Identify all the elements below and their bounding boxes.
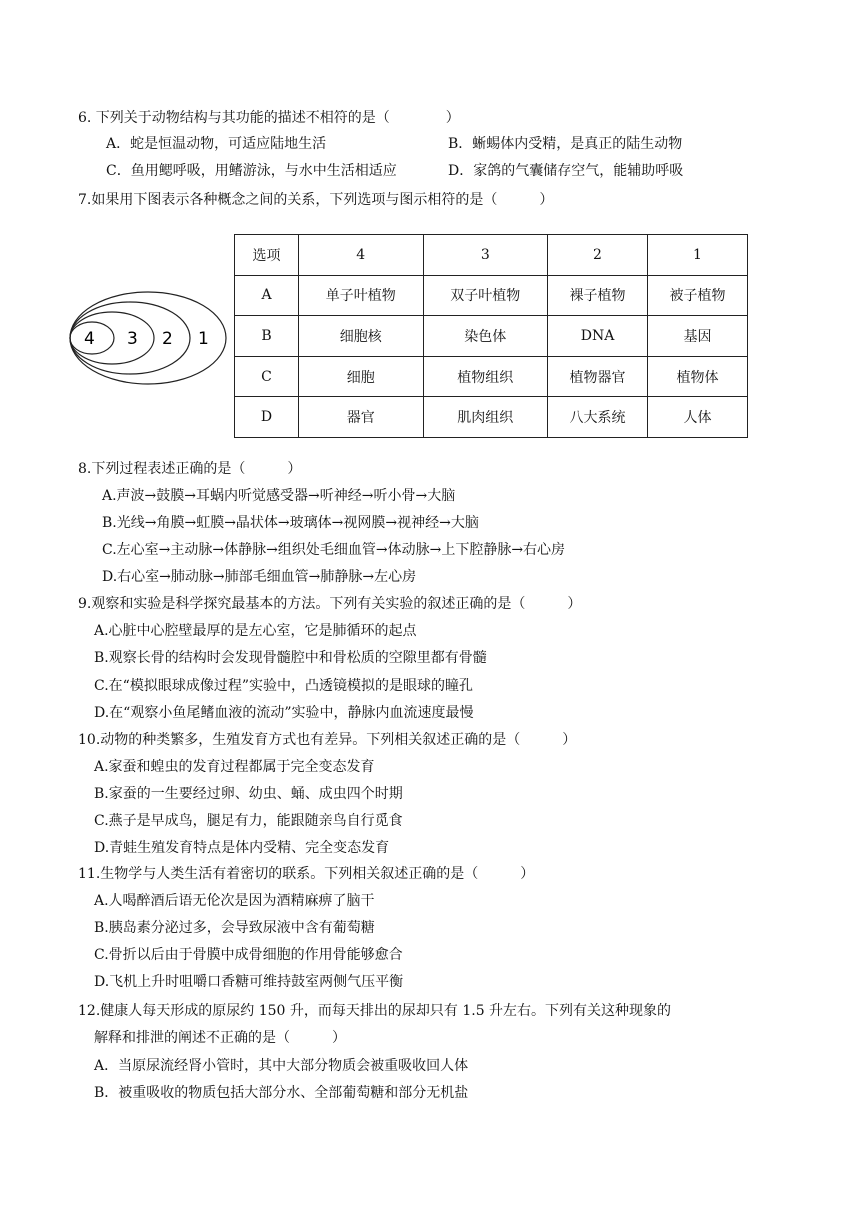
q9-option-d: D.在“观察小鱼尾鳍血液的流动”实验中，静脉内血流速度最慢 bbox=[94, 705, 474, 721]
table-header: 选项 bbox=[235, 235, 299, 276]
q12-option-b: B．被重吸收的物质包括大部分水、全部葡萄糖和部分无机盐 bbox=[94, 1085, 469, 1101]
table-cell: B bbox=[235, 316, 299, 357]
table-cell: 被子植物 bbox=[648, 275, 748, 316]
q12-stem-line1: 12.健康人每天形成的原尿约 150 升，而每天排出的尿却只有 1.5 升左右。下列有关这种现象的 bbox=[78, 1003, 672, 1019]
table-cell: 裸子植物 bbox=[548, 275, 648, 316]
table-header: 3 bbox=[423, 235, 548, 276]
q11-option-b: B.胰岛素分泌过多，会导致尿液中含有葡萄糖 bbox=[94, 920, 375, 936]
q8-option-c: C.左心室→主动脉→体静脉→组织处毛细血管→体动脉→上下腔静脉→右心房 bbox=[102, 542, 566, 558]
table-row bbox=[235, 275, 748, 316]
q10-option-d: D.青蛙生殖发育特点是体内受精、完全变态发育 bbox=[94, 840, 390, 856]
q6-option-d: D．家鸽的气囊储存空气，能辅助呼吸 bbox=[448, 163, 684, 179]
diagram-label-1: 1 bbox=[198, 329, 209, 349]
q10-option-c: C.燕子是早成鸟，腿足有力，能跟随亲鸟自行觅食 bbox=[94, 813, 403, 829]
q11-option-c: C.骨折以后由于骨膜中成骨细胞的作用骨能够愈合 bbox=[94, 947, 403, 963]
diagram-label-3: 3 bbox=[127, 329, 138, 349]
nested-concept-diagram bbox=[66, 290, 228, 386]
table-cell: 细胞核 bbox=[299, 316, 424, 357]
table-cell: 肌肉组织 bbox=[423, 397, 548, 438]
q10-stem: 10.动物的种类繁多，生殖发育方式也有差异。下列相关叙述正确的是（ ） bbox=[78, 732, 577, 748]
q7-stem: 7.如果用下图表示各种概念之间的关系，下列选项与图示相符的是（ ） bbox=[78, 192, 554, 208]
table-cell: 八大系统 bbox=[548, 397, 648, 438]
q6-option-b: B．蜥蜴体内受精，是真正的陆生动物 bbox=[448, 136, 683, 152]
table-cell: 细胞 bbox=[299, 356, 424, 397]
table-cell: DNA bbox=[548, 316, 648, 357]
table-cell: 单子叶植物 bbox=[299, 275, 424, 316]
q11-stem: 11.生物学与人类生活有着密切的联系。下列相关叙述正确的是（ ） bbox=[78, 866, 535, 882]
q10-option-b: B.家蚕的一生要经过卵、幼虫、蛹、成虫四个时期 bbox=[94, 786, 403, 802]
q11-option-a: A.人喝醉酒后语无伦次是因为酒精麻痹了脑干 bbox=[94, 893, 375, 909]
table-cell: A bbox=[235, 275, 299, 316]
q12-option-a: A．当原尿流经肾小管时，其中大部分物质会被重吸收回人体 bbox=[94, 1058, 469, 1074]
table-header: 2 bbox=[548, 235, 648, 276]
q9-option-b: B.观察长骨的结构时会发现骨髓腔中和骨松质的空隙里都有骨髓 bbox=[94, 650, 487, 666]
q8-option-b: B.光线→角膜→虹膜→晶状体→玻璃体→视网膜→视神经→大脑 bbox=[102, 515, 479, 531]
table-row bbox=[235, 397, 748, 438]
q8-option-a: A.声波→鼓膜→耳蜗内听觉感受器→听神经→听小骨→大脑 bbox=[102, 488, 456, 504]
table-cell: 植物组织 bbox=[423, 356, 548, 397]
q12-stem-line2: 解释和排泄的阐述不正确的是（ ） bbox=[94, 1030, 346, 1046]
q10-option-a: A.家蚕和蝗虫的发育过程都属于完全变态发育 bbox=[94, 759, 375, 775]
table-cell: 植物器官 bbox=[548, 356, 648, 397]
table-header: 1 bbox=[648, 235, 748, 276]
table-row bbox=[235, 356, 748, 397]
q6-option-c: C．鱼用鳃呼吸，用鳍游泳，与水中生活相适应 bbox=[106, 163, 397, 179]
q9-stem: 9.观察和实验是科学探究最基本的方法。下列有关实验的叙述正确的是（ ） bbox=[78, 596, 582, 612]
table-cell: 器官 bbox=[299, 397, 424, 438]
q6-stem: 6. 下列关于动物结构与其功能的描述不相符的是（ ） bbox=[78, 110, 460, 126]
q11-option-d: D.飞机上升时咀嚼口香糖可维持鼓室两侧气压平衡 bbox=[94, 974, 404, 990]
q6-option-a: A．蛇是恒温动物，可适应陆地生活 bbox=[106, 136, 327, 152]
table-cell: 基因 bbox=[648, 316, 748, 357]
table-cell: 染色体 bbox=[423, 316, 548, 357]
table-row bbox=[235, 316, 748, 357]
ellipse-3 bbox=[70, 312, 154, 364]
table-cell: 人体 bbox=[648, 397, 748, 438]
table-header: 4 bbox=[299, 235, 424, 276]
q8-stem: 8.下列过程表述正确的是（ ） bbox=[78, 461, 302, 477]
table-cell: C bbox=[235, 356, 299, 397]
table-header-row bbox=[235, 235, 748, 276]
diagram-label-4: 4 bbox=[84, 329, 95, 349]
q8-option-d: D.右心室→肺动脉→肺部毛细血管→肺静脉→左心房 bbox=[102, 569, 417, 585]
table-cell: 植物体 bbox=[648, 356, 748, 397]
q9-option-c: C.在“模拟眼球成像过程”实验中，凸透镜模拟的是眼球的瞳孔 bbox=[94, 678, 473, 694]
table-cell: 双子叶植物 bbox=[423, 275, 548, 316]
q9-option-a: A.心脏中心腔壁最厚的是左心室，它是肺循环的起点 bbox=[94, 623, 417, 639]
diagram-label-2: 2 bbox=[162, 329, 173, 349]
q7-options-table bbox=[234, 234, 748, 438]
table-cell: D bbox=[235, 397, 299, 438]
